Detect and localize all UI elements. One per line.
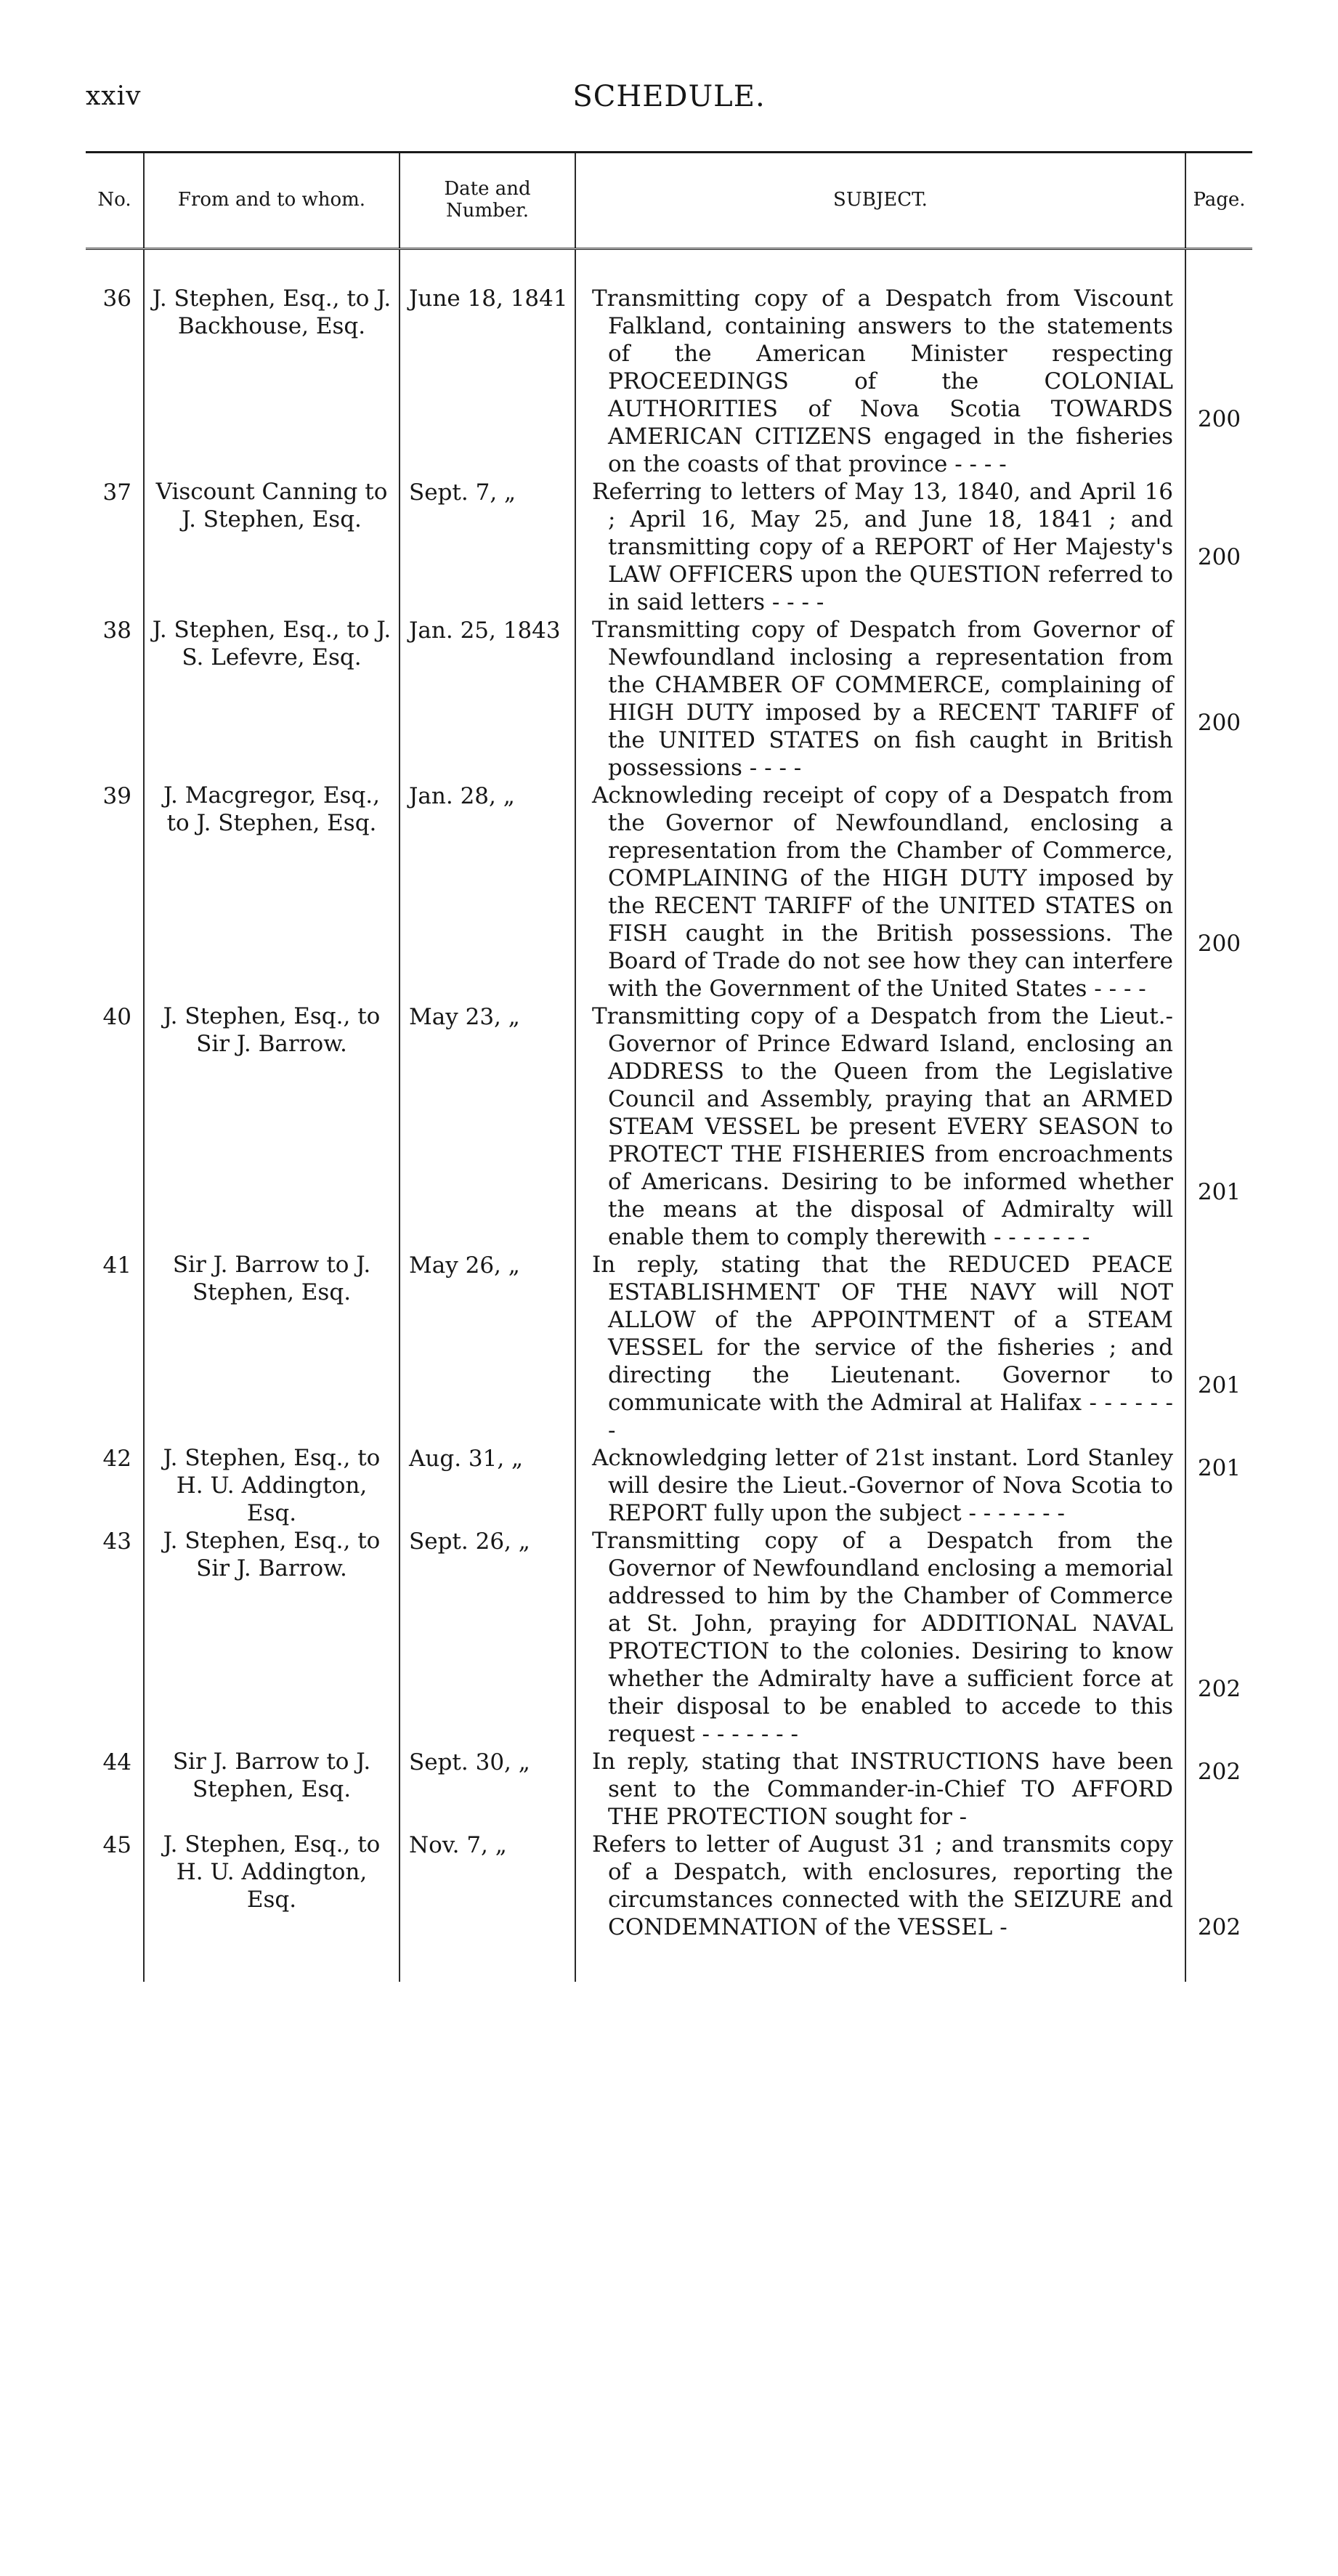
entry-subject <box>575 1831 1185 1982</box>
table-row <box>86 249 1252 479</box>
entry-date: Aug. 31, „ <box>400 1444 575 1527</box>
entry-date: May 23, „ <box>400 1003 575 1251</box>
table-body <box>86 249 1252 1982</box>
column-header-date: Date and Number. <box>400 153 575 249</box>
schedule-table <box>86 151 1252 1982</box>
entry-from-to: J. Stephen, Esq., to Sir J. Barrow. <box>144 1003 400 1251</box>
entry-from-to: Sir J. Barrow to J. Stephen, Esq. <box>144 1748 400 1831</box>
entry-from-to: J. Macgregor, Esq., to J. Stephen, Esq. <box>144 782 400 1003</box>
entry-from-to: J. Stephen, Esq., to H. U. Addington, Esq. <box>144 1831 400 1982</box>
entry-number: 39 <box>102 783 131 809</box>
entry-date: June 18, 1841 <box>400 249 575 479</box>
page-number: xxiv <box>86 81 142 111</box>
entry-subject-text: Referring to letters of May 13, 1840, and April 16 ; April 16, May 25, and June 18, 1841 ; and transmitting copy of a REPORT of Her Majesty's LAW OFFICERS upon the QUESTION referred to in said letters - - - - <box>592 479 1173 615</box>
entry-number: 41 <box>102 1252 131 1279</box>
table-row <box>86 782 1252 1003</box>
entry-date: Jan. 28, „ <box>400 782 575 1003</box>
table-row <box>86 1251 1252 1444</box>
entry-from-to: J. Stephen, Esq., to J. S. Lefevre, Esq. <box>144 616 400 782</box>
entry-subject <box>575 616 1185 782</box>
column-header-from: From and to whom. <box>144 153 400 249</box>
entry-number: 36 <box>102 285 131 312</box>
entry-from-to: Sir J. Barrow to J. Stephen, Esq. <box>144 1251 400 1444</box>
entry-page: 200 <box>1185 249 1252 479</box>
entry-subject <box>575 249 1185 479</box>
entry-subject <box>575 1527 1185 1748</box>
entry-date: Sept. 26, „ <box>400 1527 575 1748</box>
entry-page: 201 <box>1185 1251 1252 1444</box>
page-title: SCHEDULE. <box>572 80 766 113</box>
entry-date: Sept. 7, „ <box>400 478 575 616</box>
entry-number: 38 <box>102 617 131 644</box>
entry-from-to: J. Stephen, Esq., to H. U. Addington, Esq. <box>144 1444 400 1527</box>
column-header-no: No. <box>86 153 144 249</box>
entry-page: 200 <box>1185 478 1252 616</box>
entry-page: 200 <box>1185 616 1252 782</box>
entry-date: May 26, „ <box>400 1251 575 1444</box>
entry-subject <box>575 1251 1185 1444</box>
entry-page: 202 <box>1185 1748 1252 1831</box>
entry-subject-text: Refers to letter of August 31 ; and transmits copy of a Despatch, with enclosures, reporting the circumstances connected with the SEIZURE and CONDEMNATION of the VESSEL - <box>592 1831 1173 1940</box>
table-row <box>86 478 1252 616</box>
entry-subject <box>575 782 1185 1003</box>
entry-subject-text: Transmitting copy of a Despatch from the Governor of Newfoundland enclosing a memorial addressed to him by the Chamber of Commerce at St. John, praying for ADDITIONAL NAVAL PROTECTION to the colonies. Desiring to know whether the Admiralty have a sufficient force at their disposal to be enabled to accede to this request - - - - - - - <box>592 1528 1173 1747</box>
entry-subject-text: In reply, stating that INSTRUCTIONS have been sent to the Commander-in-Chief TO AFFORD THE PROTECTION sought for - <box>592 1749 1173 1830</box>
entry-page: 200 <box>1185 782 1252 1003</box>
table-row <box>86 1444 1252 1527</box>
entry-from-to: J. Stephen, Esq., to J. Backhouse, Esq. <box>144 249 400 479</box>
column-header-subject: SUBJECT. <box>575 153 1185 249</box>
entry-number: 43 <box>102 1528 131 1555</box>
entry-date: Jan. 25, 1843 <box>400 616 575 782</box>
entry-number: 40 <box>102 1004 131 1030</box>
entry-subject-text: Acknowledging letter of 21st instant. Lord Stanley will desire the Lieut.-Governor of Nova Scotia to REPORT fully upon the subject - - - - - - - <box>592 1445 1173 1526</box>
entry-page: 202 <box>1185 1831 1252 1982</box>
table-row <box>86 1527 1252 1748</box>
entry-number: 37 <box>102 479 131 506</box>
table-row <box>86 1748 1252 1831</box>
table-row <box>86 616 1252 782</box>
entry-number: 42 <box>102 1446 131 1472</box>
entry-date: Nov. 7, „ <box>400 1831 575 1982</box>
entry-from-to: J. Stephen, Esq., to Sir J. Barrow. <box>144 1527 400 1748</box>
column-header-page: Page. <box>1185 153 1252 249</box>
entry-page: 201 <box>1185 1003 1252 1251</box>
table-row <box>86 1831 1252 1982</box>
entry-subject <box>575 1444 1185 1527</box>
entry-subject <box>575 1003 1185 1251</box>
entry-subject-text: Transmitting copy of a Despatch from Viscount Falkland, containing answers to the statements of the American Minister respecting PROCEEDINGS of the COLONIAL AUTHORITIES of Nova Scotia TOWARDS AMERICAN CITIZENS engaged in the fisheries on the coasts of that province - - - - <box>592 285 1173 477</box>
entry-subject-text: Acknowleding receipt of copy of a Despatch from the Governor of Newfoundland, enclosing a representation from the Chamber of Commerce, COMPLAINING of the HIGH DUTY imposed by the RECENT TARIFF of the UNITED STATES on FISH caught in the British possessions. The Board of Trade do not see how they can interfere with the Government of the United States - - - - <box>592 782 1173 1002</box>
entry-subject <box>575 478 1185 616</box>
entry-subject-text: Transmitting copy of Despatch from Governor of Newfoundland inclosing a representation from the CHAMBER OF COMMERCE, complaining of HIGH DUTY imposed by a RECENT TARIFF of the UNITED STATES on fish caught in British possessions - - - - <box>592 617 1173 781</box>
entry-page: 201 <box>1185 1444 1252 1527</box>
entry-from-to: Viscount Canning to J. Stephen, Esq. <box>144 478 400 616</box>
entry-page: 202 <box>1185 1527 1252 1748</box>
table-header <box>86 153 1252 249</box>
entry-number: 45 <box>102 1832 131 1858</box>
entry-subject <box>575 1748 1185 1831</box>
entry-subject-text: In reply, stating that the REDUCED PEACE ESTABLISHMENT OF THE NAVY will NOT ALLOW of the APPOINTMENT of a STEAM VESSEL for the service of the fisheries ; and directing the Lieutenant. Governor to communicate with the Admiral at Halifax - - - - - - - <box>592 1252 1173 1443</box>
entry-number: 44 <box>102 1749 131 1775</box>
entry-date: Sept. 30, „ <box>400 1748 575 1831</box>
table-row <box>86 1003 1252 1251</box>
entry-subject-text: Transmitting copy of a Despatch from the Lieut.-Governor of Prince Edward Island, enclosing an ADDRESS to the Queen from the Legislative Council and Assembly, praying that an ARMED STEAM VESSEL be present EVERY SEASON to PROTECT THE FISHERIES from encroachments of Americans. Desiring to be informed whether the means at the disposal of Admiralty will enable them to comply therewith - - - - - - - <box>592 1003 1173 1250</box>
